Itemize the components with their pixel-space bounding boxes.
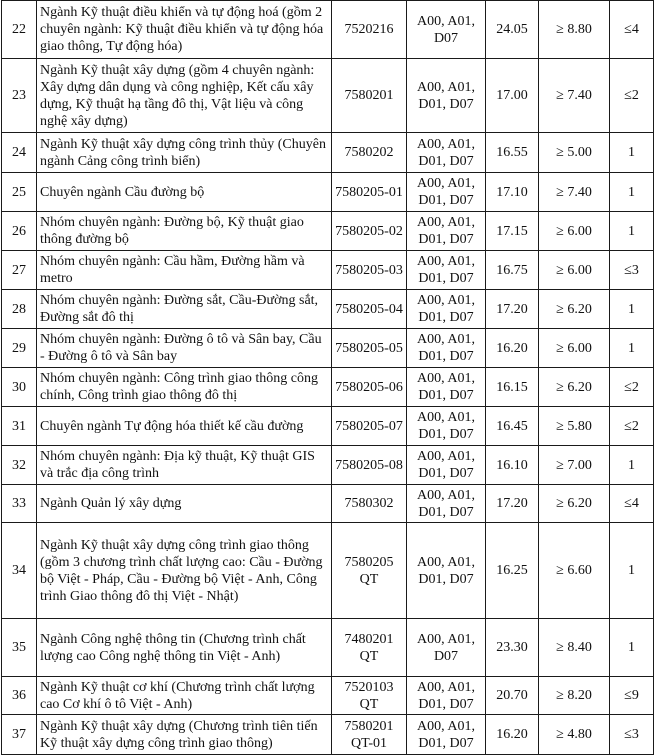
table-row <box>2 329 654 368</box>
program-code-cell: 7580205-01 <box>332 173 407 212</box>
program-name-cell: Nhóm chuyên ngành: Công trình giao thông công chính, Công trình giao thông đô thị <box>37 368 332 407</box>
program-code-cell: 7580205-05 <box>332 329 407 368</box>
priority-order-cell: ≤2 <box>610 59 654 133</box>
secondary-criterion-cell: ≥ 6.20 <box>539 290 610 329</box>
subject-combination-cell: A00, A01, D01, D07 <box>407 251 486 290</box>
table-row <box>2 715 654 755</box>
secondary-criterion-cell: ≥ 6.00 <box>539 329 610 368</box>
subject-combination-cell: A00, A01, D01, D07 <box>407 59 486 133</box>
table-row <box>2 619 654 677</box>
table-body <box>2 1 654 755</box>
program-name-cell: Chuyên ngành Cầu đường bộ <box>37 173 332 212</box>
row-number-cell: 23 <box>2 59 37 133</box>
subject-combination-cell: A00, A01, D01, D07 <box>407 446 486 485</box>
priority-order-cell: ≤3 <box>610 251 654 290</box>
priority-order-cell: ≤9 <box>610 677 654 715</box>
table-row <box>2 1 654 59</box>
row-number-cell: 26 <box>2 212 37 251</box>
admission-score-cell: 16.20 <box>486 715 539 755</box>
program-name-cell: Ngành Công nghệ thông tin (Chương trình chất lượng cao Công nghệ thông tin Việt - Anh) <box>37 619 332 677</box>
subject-combination-cell: A00, A01, D01, D07 <box>407 677 486 715</box>
priority-order-cell: 1 <box>610 212 654 251</box>
row-number-cell: 34 <box>2 523 37 619</box>
secondary-criterion-cell: ≥ 5.80 <box>539 407 610 446</box>
subject-combination-cell: A00, A01, D01, D07 <box>407 368 486 407</box>
row-number-cell: 24 <box>2 133 37 173</box>
admission-score-cell: 16.25 <box>486 523 539 619</box>
priority-order-cell: ≤4 <box>610 485 654 523</box>
program-name-cell: Nhóm chuyên ngành: Cầu hầm, Đường hầm và metro <box>37 251 332 290</box>
row-number-cell: 31 <box>2 407 37 446</box>
admission-score-cell: 24.05 <box>486 1 539 59</box>
admission-score-cell: 17.20 <box>486 485 539 523</box>
secondary-criterion-cell: ≥ 6.20 <box>539 485 610 523</box>
row-number-cell: 25 <box>2 173 37 212</box>
program-name-cell: Ngành Kỹ thuật điều khiển và tự động hoá (gồm 2 chuyên ngành: Kỹ thuật điều khiển và tự động hóa giao thông, Tự động hóa) <box>37 1 332 59</box>
secondary-criterion-cell: ≥ 6.20 <box>539 368 610 407</box>
table-row <box>2 368 654 407</box>
program-code-cell: 7580205-04 <box>332 290 407 329</box>
table-row <box>2 677 654 715</box>
admission-score-cell: 17.20 <box>486 290 539 329</box>
admission-score-cell: 20.70 <box>486 677 539 715</box>
program-name-cell: Nhóm chuyên ngành: Đường sắt, Cầu-Đường sắt, Đường sắt đô thị <box>37 290 332 329</box>
secondary-criterion-cell: ≥ 8.40 <box>539 619 610 677</box>
program-code-cell: 7580205-06 <box>332 368 407 407</box>
subject-combination-cell: A00, A01, D01, D07 <box>407 133 486 173</box>
program-code-cell: 7580205-02 <box>332 212 407 251</box>
priority-order-cell: 1 <box>610 619 654 677</box>
program-code-cell: 7580202 <box>332 133 407 173</box>
row-number-cell: 22 <box>2 1 37 59</box>
subject-combination-cell: A00, A01, D07 <box>407 619 486 677</box>
program-code-cell: 7580201 QT-01 <box>332 715 407 755</box>
program-name-cell: Ngành Quản lý xây dựng <box>37 485 332 523</box>
program-name-cell: Chuyên ngành Tự động hóa thiết kế cầu đường <box>37 407 332 446</box>
secondary-criterion-cell: ≥ 8.20 <box>539 677 610 715</box>
row-number-cell: 29 <box>2 329 37 368</box>
table-row <box>2 59 654 133</box>
program-name-cell: Ngành Kỹ thuật xây dựng (gồm 4 chuyên ngành: Xây dựng dân dụng và công nghiệp, Kết cấu xây dựng, Kỹ thuật hạ tầng đô thị, Vật liệu và công nghệ xây dựng) <box>37 59 332 133</box>
priority-order-cell: ≤3 <box>610 715 654 755</box>
admission-score-cell: 17.15 <box>486 212 539 251</box>
admission-score-cell: 16.10 <box>486 446 539 485</box>
row-number-cell: 28 <box>2 290 37 329</box>
admission-score-cell: 16.45 <box>486 407 539 446</box>
priority-order-cell: ≤4 <box>610 1 654 59</box>
admission-score-table <box>1 0 654 755</box>
row-number-cell: 36 <box>2 677 37 715</box>
row-number-cell: 35 <box>2 619 37 677</box>
program-code-cell: 7520216 <box>332 1 407 59</box>
priority-order-cell: 1 <box>610 290 654 329</box>
table-row <box>2 251 654 290</box>
subject-combination-cell: A00, A01, D01, D07 <box>407 290 486 329</box>
program-code-cell: 7580205-07 <box>332 407 407 446</box>
priority-order-cell: ≤2 <box>610 407 654 446</box>
program-code-cell: 7580205 QT <box>332 523 407 619</box>
subject-combination-cell: A00, A01, D01, D07 <box>407 329 486 368</box>
table-row <box>2 407 654 446</box>
program-name-cell: Ngành Kỹ thuật xây dựng công trình giao thông (gồm 3 chương trình chất lượng cao: Cầu - Đường bộ Việt - Pháp, Cầu - Đường bộ Việt - Anh, Công trình Giao thông đô thị Việt - Nhật) <box>37 523 332 619</box>
admission-score-cell: 17.10 <box>486 173 539 212</box>
subject-combination-cell: A00, A01, D01, D07 <box>407 407 486 446</box>
priority-order-cell: 1 <box>610 133 654 173</box>
subject-combination-cell: A00, A01, D07 <box>407 1 486 59</box>
table-row <box>2 485 654 523</box>
program-code-cell: 7480201 QT <box>332 619 407 677</box>
secondary-criterion-cell: ≥ 6.00 <box>539 251 610 290</box>
subject-combination-cell: A00, A01, D01, D07 <box>407 212 486 251</box>
table-row <box>2 446 654 485</box>
program-name-cell: Nhóm chuyên ngành: Đường bộ, Kỹ thuật giao thông đường bộ <box>37 212 332 251</box>
program-name-cell: Nhóm chuyên ngành: Đường ô tô và Sân bay, Cầu - Đường ô tô và Sân bay <box>37 329 332 368</box>
row-number-cell: 30 <box>2 368 37 407</box>
program-code-cell: 7580302 <box>332 485 407 523</box>
priority-order-cell: 1 <box>610 446 654 485</box>
program-code-cell: 7580205-03 <box>332 251 407 290</box>
subject-combination-cell: A00, A01, D01, D07 <box>407 715 486 755</box>
priority-order-cell: 1 <box>610 523 654 619</box>
priority-order-cell: 1 <box>610 173 654 212</box>
subject-combination-cell: A00, A01, D01, D07 <box>407 173 486 212</box>
program-code-cell: 7580205-08 <box>332 446 407 485</box>
priority-order-cell: ≤2 <box>610 368 654 407</box>
admission-score-cell: 16.75 <box>486 251 539 290</box>
admission-score-cell: 17.00 <box>486 59 539 133</box>
secondary-criterion-cell: ≥ 7.00 <box>539 446 610 485</box>
admission-score-cell: 23.30 <box>486 619 539 677</box>
row-number-cell: 33 <box>2 485 37 523</box>
program-code-cell: 7580201 <box>332 59 407 133</box>
secondary-criterion-cell: ≥ 5.00 <box>539 133 610 173</box>
admission-score-cell: 16.55 <box>486 133 539 173</box>
table-row <box>2 523 654 619</box>
secondary-criterion-cell: ≥ 7.40 <box>539 59 610 133</box>
table-row <box>2 212 654 251</box>
priority-order-cell: 1 <box>610 329 654 368</box>
table-row <box>2 290 654 329</box>
admission-score-cell: 16.15 <box>486 368 539 407</box>
program-name-cell: Nhóm chuyên ngành: Địa kỹ thuật, Kỹ thuật GIS và trắc địa công trình <box>37 446 332 485</box>
row-number-cell: 37 <box>2 715 37 755</box>
secondary-criterion-cell: ≥ 8.80 <box>539 1 610 59</box>
secondary-criterion-cell: ≥ 7.40 <box>539 173 610 212</box>
secondary-criterion-cell: ≥ 6.00 <box>539 212 610 251</box>
row-number-cell: 27 <box>2 251 37 290</box>
subject-combination-cell: A00, A01, D01, D07 <box>407 485 486 523</box>
table-row <box>2 133 654 173</box>
program-name-cell: Ngành Kỹ thuật cơ khí (Chương trình chất lượng cao Cơ khí ô tô Việt - Anh) <box>37 677 332 715</box>
program-code-cell: 7520103 QT <box>332 677 407 715</box>
subject-combination-cell: A00, A01, D01, D07 <box>407 523 486 619</box>
secondary-criterion-cell: ≥ 6.60 <box>539 523 610 619</box>
admission-score-cell: 16.20 <box>486 329 539 368</box>
secondary-criterion-cell: ≥ 4.80 <box>539 715 610 755</box>
table-row <box>2 173 654 212</box>
program-name-cell: Ngành Kỹ thuật xây dựng (Chương trình tiên tiến Kỹ thuật xây dựng công trình giao thông) <box>37 715 332 755</box>
row-number-cell: 32 <box>2 446 37 485</box>
program-name-cell: Ngành Kỹ thuật xây dựng công trình thủy (Chuyên ngành Cảng công trình biển) <box>37 133 332 173</box>
